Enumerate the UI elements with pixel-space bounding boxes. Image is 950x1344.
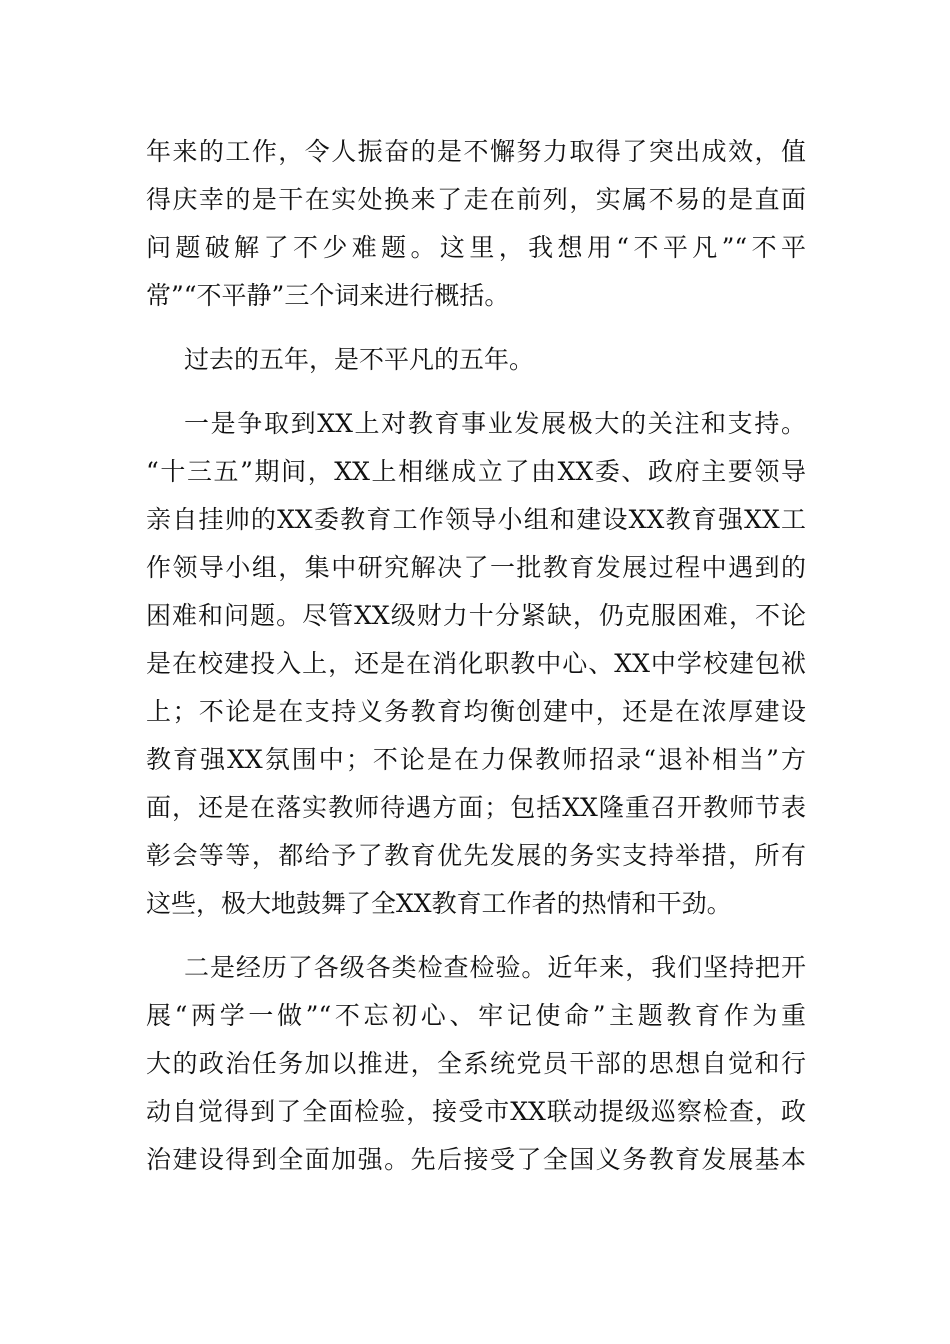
paragraph-3-line-11: 这些，极大地鼓舞了全XX教育工作者的热情和干劲。 — [146, 889, 732, 918]
paragraph-4-line-3: 大的政治任务加以推进，全系统党员干部的思想自觉和行 — [146, 1049, 806, 1078]
paragraph-4-line-4: 动自觉得到了全面检验，接受市XX联动提级巡察检查，政 — [146, 1097, 806, 1126]
paragraph-gap — [146, 928, 806, 944]
paragraph-4-line-1: 二是经历了各级各类检查检验。近年来，我们坚持把开 — [184, 953, 806, 982]
paragraph-3-line-7: 上；不论是在支持义务教育均衡创建中，还是在浓厚建设 — [146, 697, 806, 726]
document-body — [146, 128, 806, 1184]
paragraph-3-line-9: 面，还是在落实教师待遇方面；包括XX隆重召开教师节表 — [146, 793, 806, 822]
paragraph-3-line-6: 是在校建投入上，还是在消化职教中心、XX中学校建包袱 — [146, 649, 806, 678]
paragraph-1-line-4: 常”“不平静”三个词来进行概括。 — [146, 281, 510, 310]
paragraph-gap — [146, 320, 806, 336]
paragraph-1-line-1: 年来的工作，令人振奋的是不懈努力取得了突出成效，值 — [146, 137, 806, 166]
paragraph-3-line-8: 教育强XX氛围中；不论是在力保教师招录“退补相当”方 — [146, 745, 806, 774]
paragraph-1-line-2: 得庆幸的是干在实处换来了走在前列，实属不易的是直面 — [146, 185, 806, 214]
paragraph-3-line-5: 困难和问题。尽管XX级财力十分紧缺，仍克服困难，不论 — [146, 601, 806, 630]
paragraph-3-line-2: “十三五”期间，XX上相继成立了由XX委、政府主要领导 — [146, 457, 806, 486]
paragraph-1-line-3: 问题破解了不少难题。这里，我想用“不平凡”“不平 — [146, 233, 806, 262]
paragraph-3-line-3: 亲自挂帅的XX委教育工作领导小组和建设XX教育强XX工 — [146, 505, 806, 534]
paragraph-3-line-4: 作领导小组，集中研究解决了一批教育发展过程中遇到的 — [146, 553, 806, 582]
paragraph-4-line-5: 治建设得到全面加强。先后接受了全国义务教育发展基本 — [146, 1145, 806, 1174]
paragraph-gap — [146, 384, 806, 400]
paragraph-3-line-10: 彰会等等，都给予了教育优先发展的务实支持举措，所有 — [146, 841, 806, 870]
paragraph-3-line-1: 一是争取到XX上对教育事业发展极大的关注和支持。 — [184, 409, 806, 438]
paragraph-2-line-1: 过去的五年，是不平凡的五年。 — [184, 345, 535, 374]
paragraph-4-line-2: 展“两学一做”“不忘初心、牢记使命”主题教育作为重 — [146, 1001, 806, 1030]
